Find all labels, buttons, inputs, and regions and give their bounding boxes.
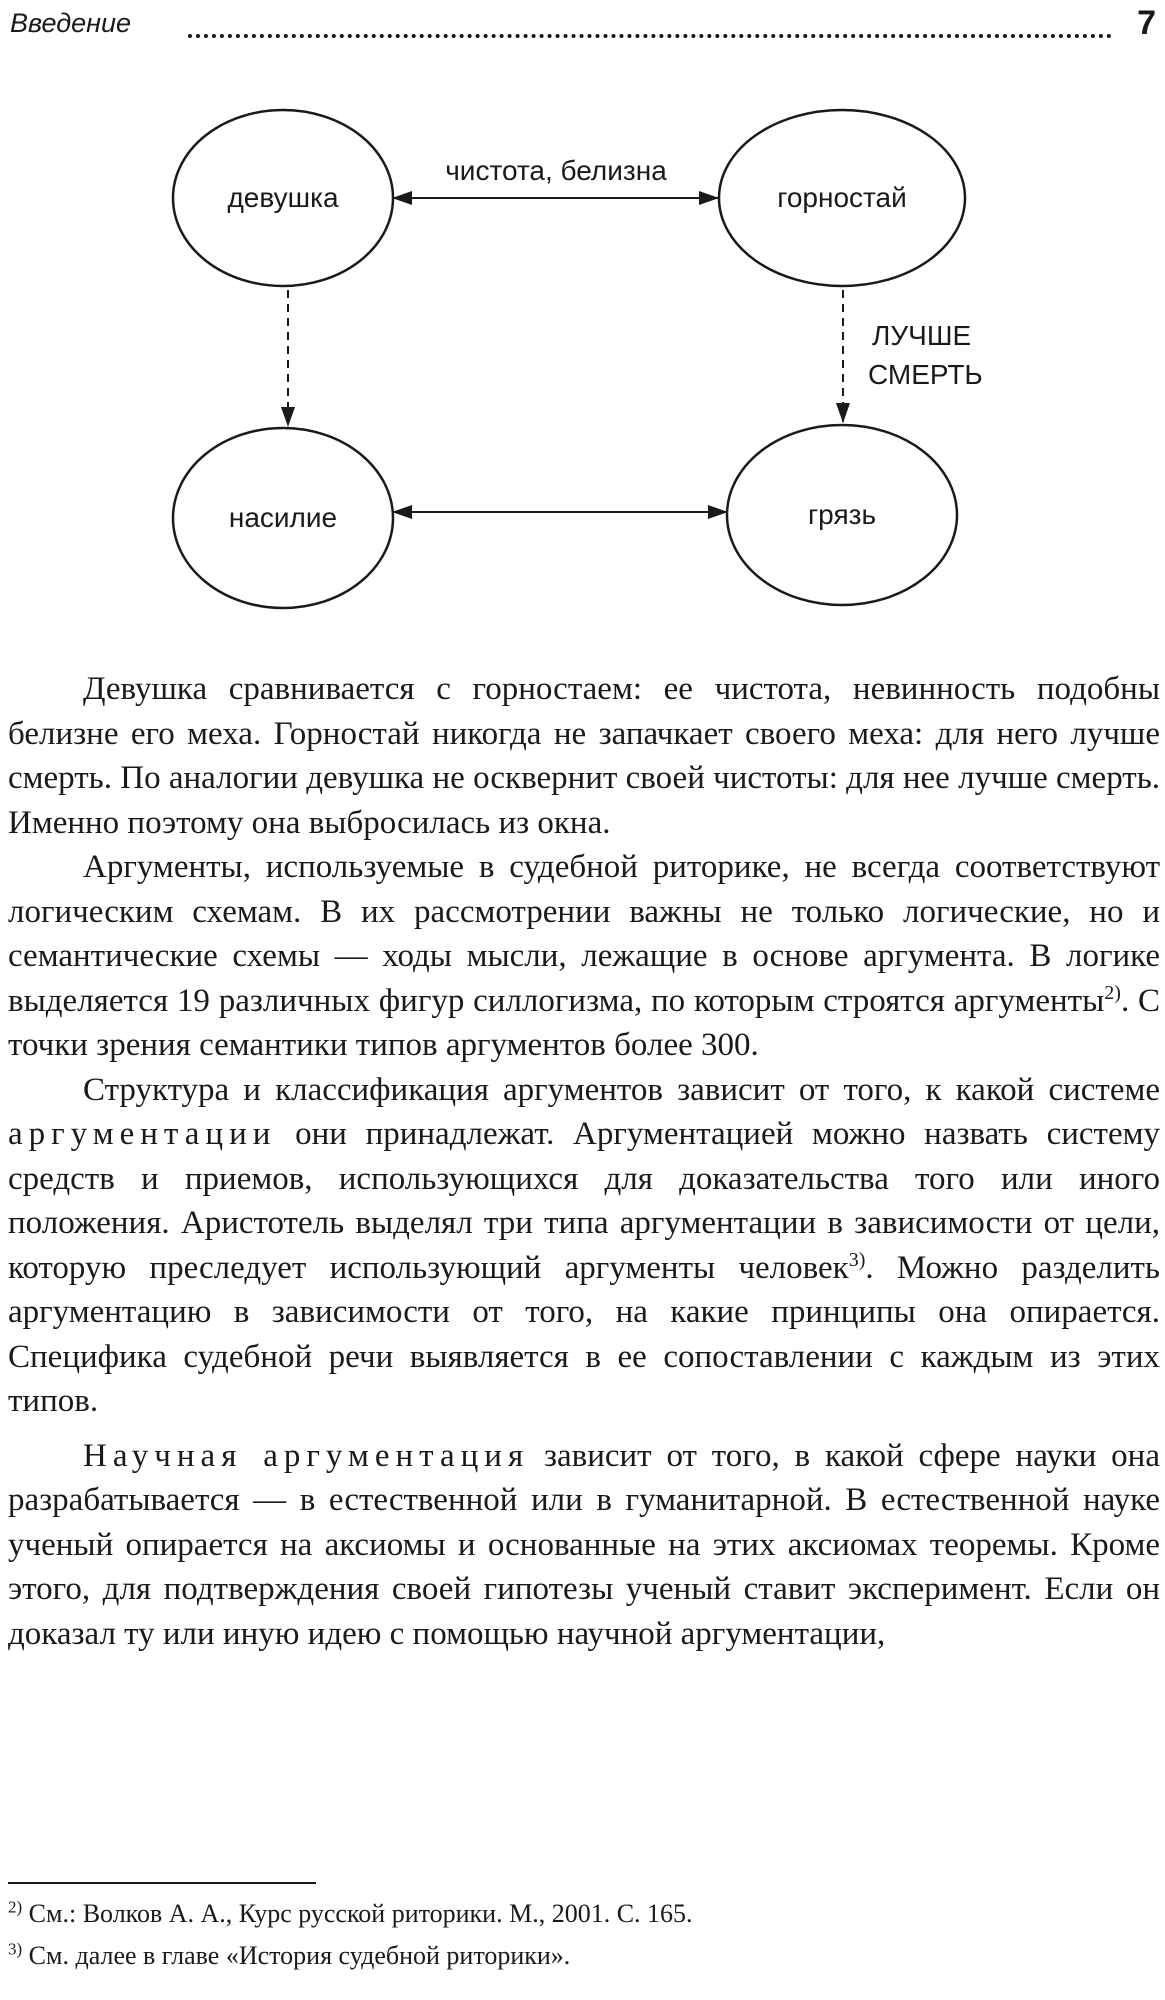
emphasis-scientific-argumentation: Научная аргументация: [83, 1437, 530, 1474]
node-dirt-label: грязь: [807, 499, 877, 530]
footnote-3: $^{3)}$ См. далее в главе «История судебной риторики».: [8, 1939, 571, 1970]
semantic-diagram: [0, 100, 1165, 640]
node-violence-label: насилие: [228, 502, 338, 533]
node-girl-label: девушка: [227, 182, 339, 213]
edge-better-label-line1: ЛУЧШЕ: [872, 320, 972, 351]
footnotes: [8, 1893, 1158, 1977]
paragraph-2: Аргументы, используемые в судебной риторике, не всегда соответствуют логическим схемам. В их рассмотрении важны не только логические, но и семантические схемы — ходы мысли, лежащие в основе аргумента. В логике выделяется 19 различных фигур силлогизма, по которым строятся аргументы$^{2)}$. С точки зрения семантики типов аргументов более 300.: [8, 849, 1161, 1063]
footnote-ref-3: 3): [848, 1248, 866, 1271]
chapter-title: Введение: [10, 8, 132, 38]
paragraph-3: Структура и классификация аргументов зависит от того, к какой системе аргументации они принадлежат. Аргументацией можно назвать систему средств и приемов, использующихся для доказательства того или иного положения. Аристотель выделял три типа аргументации в зависимости от цели, которую преследует использующий аргументы человек$^{3)}$. Можно разделить аргументацию в зависимости от того, на какие принципы она опирается. Специфика судебной речи выявляется в ее сопоставлении с каждым из этих типов.: [8, 1071, 1160, 1419]
emphasis-argumentation: аргументации: [8, 1116, 277, 1152]
page-header: [10, 4, 1160, 44]
node-ermine-label: горностай: [777, 182, 907, 213]
paragraph-4: Научная аргументация зависит от того, в какой сфере науки она разрабатывается — в естественной или в гуманитарной. В естественной науке ученый опирается на аксиомы и основанные на этих аксиомах теоремы. Кроме этого, для подтверждения своей гипотезы ученый ставит эксперимент. Если он доказал ту или иную идею с помощью научной аргументации,: [8, 1437, 1160, 1652]
page-number: 7: [1137, 4, 1156, 42]
footnote-separator: [8, 1882, 316, 1884]
main-text: [8, 667, 1160, 1656]
edge-better-label-line2: СМЕРТЬ: [868, 359, 983, 390]
paragraph-1: Девушка сравнивается с горностаем: ее чистота, невинность подобны белизне его меха. Горностай никогда не запачкает своего меха: для него лучше смерть. По аналогии девушка не осквернит своей чистоты: для нее лучше смерть. Именно поэтому она выбросилась из окна.: [8, 671, 1160, 841]
leader-dots: [188, 34, 1112, 38]
edge-purity-label: чистота, белизна: [445, 155, 667, 186]
footnote-ref-2: 2): [1104, 981, 1121, 1004]
footnote-2: $^{2)}$ См.: Волков А. А., Курс русской риторики. М., 2001. С. 165.: [8, 1897, 693, 1928]
